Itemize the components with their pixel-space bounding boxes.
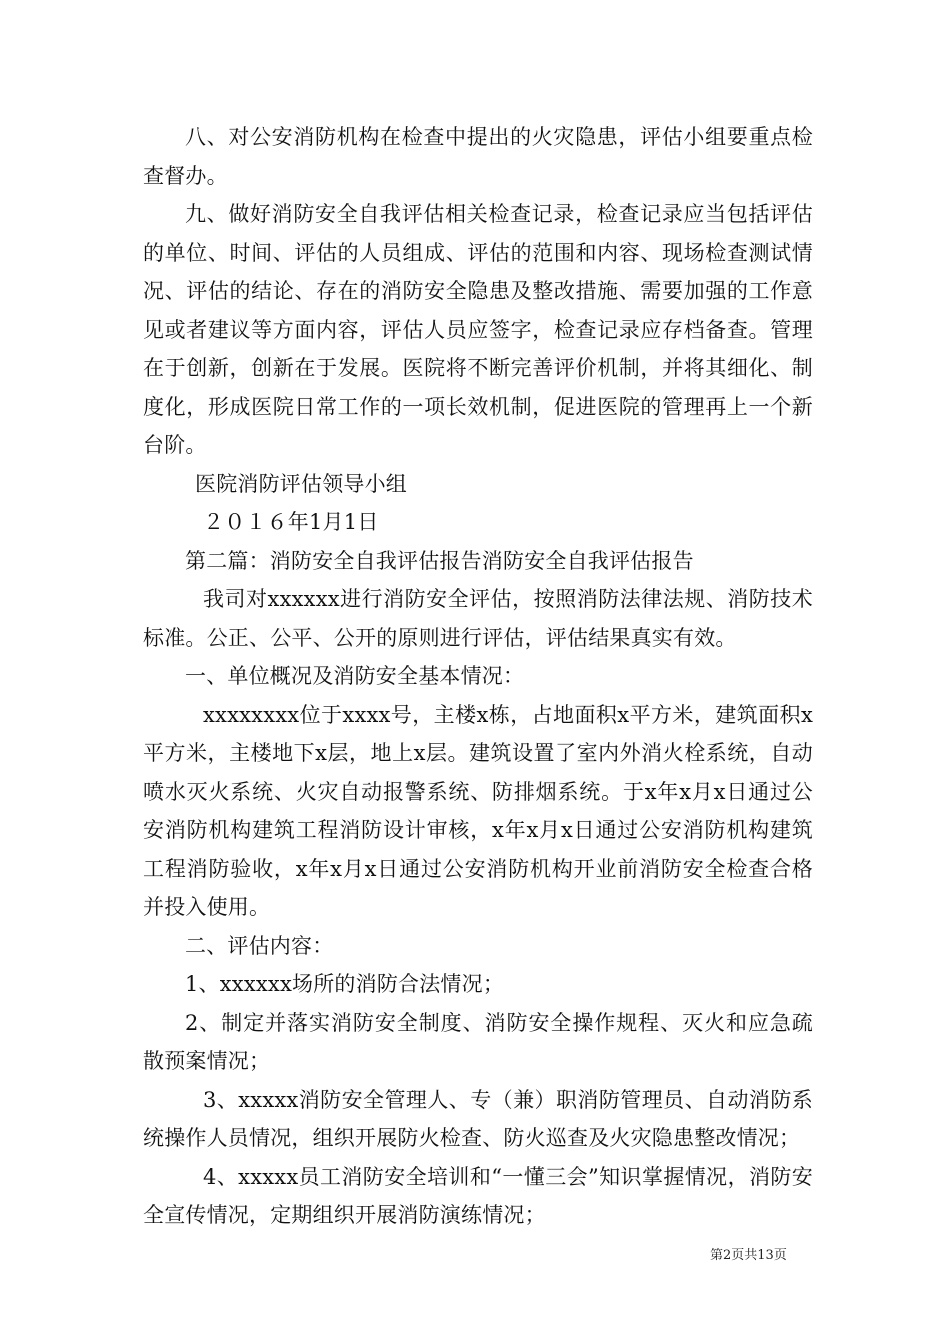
overview-paragraph: xxxxxxxx位于xxxx号，主楼x栋，占地面积x平方米，建筑面积x平方米，主楼地下x层，地上x层。建筑设置了室内外消火栓系统，自动喷水灭火系统、火灾自动报警系统、防排烟系统。于x年x月x日通过公安消防机构建筑工程消防设计审核，x年x月x日通过公安消防机构建筑工程消防验收，x年x月x日通过公安消防机构开业前消防安全检查合格并投入使用。	[143, 702, 813, 919]
list-item-1: 1、xxxxxx场所的消防合法情况；	[185, 972, 505, 996]
date-line: ２０１６年1月1日	[203, 510, 379, 534]
heading-overview: 一、单位概况及消防安全基本情况：	[185, 664, 525, 688]
list-item-4: 4、xxxxx员工消防安全培训和“一懂三会”知识掌握情况，消防安全宣传情况，定期组织开展消防演练情况；	[143, 1164, 813, 1227]
signature-line: 医院消防评估领导小组	[195, 471, 407, 496]
page-number: 第2页共13页	[710, 1248, 787, 1263]
intro-paragraph: 我司对xxxxxx进行消防安全评估，按照消防法律法规、消防技术标准。公正、公平、公开的原则进行评估，评估结果真实有效。	[143, 587, 813, 650]
heading-content: 二、评估内容：	[185, 933, 334, 958]
list-item-2: 2、制定并落实消防安全制度、消防安全操作规程、灭火和应急疏散预案情况；	[143, 1010, 813, 1073]
document-body	[143, 118, 813, 1235]
paragraph-item-8: 八、对公安消防机构在检查中提出的火灾隐患，评估小组要重点检查督办。	[143, 125, 813, 188]
section-title: 第二篇：消防安全自我评估报告消防安全自我评估报告	[185, 548, 694, 573]
paragraph-item-9: 九、做好消防安全自我评估相关检查记录，检查记录应当包括评估的单位、时间、评估的人员组成、评估的范围和内容、现场检查测试情况、评估的结论、存在的消防安全隐患及整改措施、需要加强的工作意见或者建议等方面内容，评估人员应签字，检查记录应存档备查。管理在于创新，创新在于发展。医院将不断完善评价机制，并将其细化、制度化，形成医院日常工作的一项长效机制，促进医院的管理再上一个新台阶。	[143, 202, 813, 457]
list-item-3: 3、xxxxx消防安全管理人、专（兼）职消防管理员、自动消防系统操作人员情况，组织开展防火检查、防火巡查及火灾隐患整改情况；	[143, 1087, 813, 1150]
